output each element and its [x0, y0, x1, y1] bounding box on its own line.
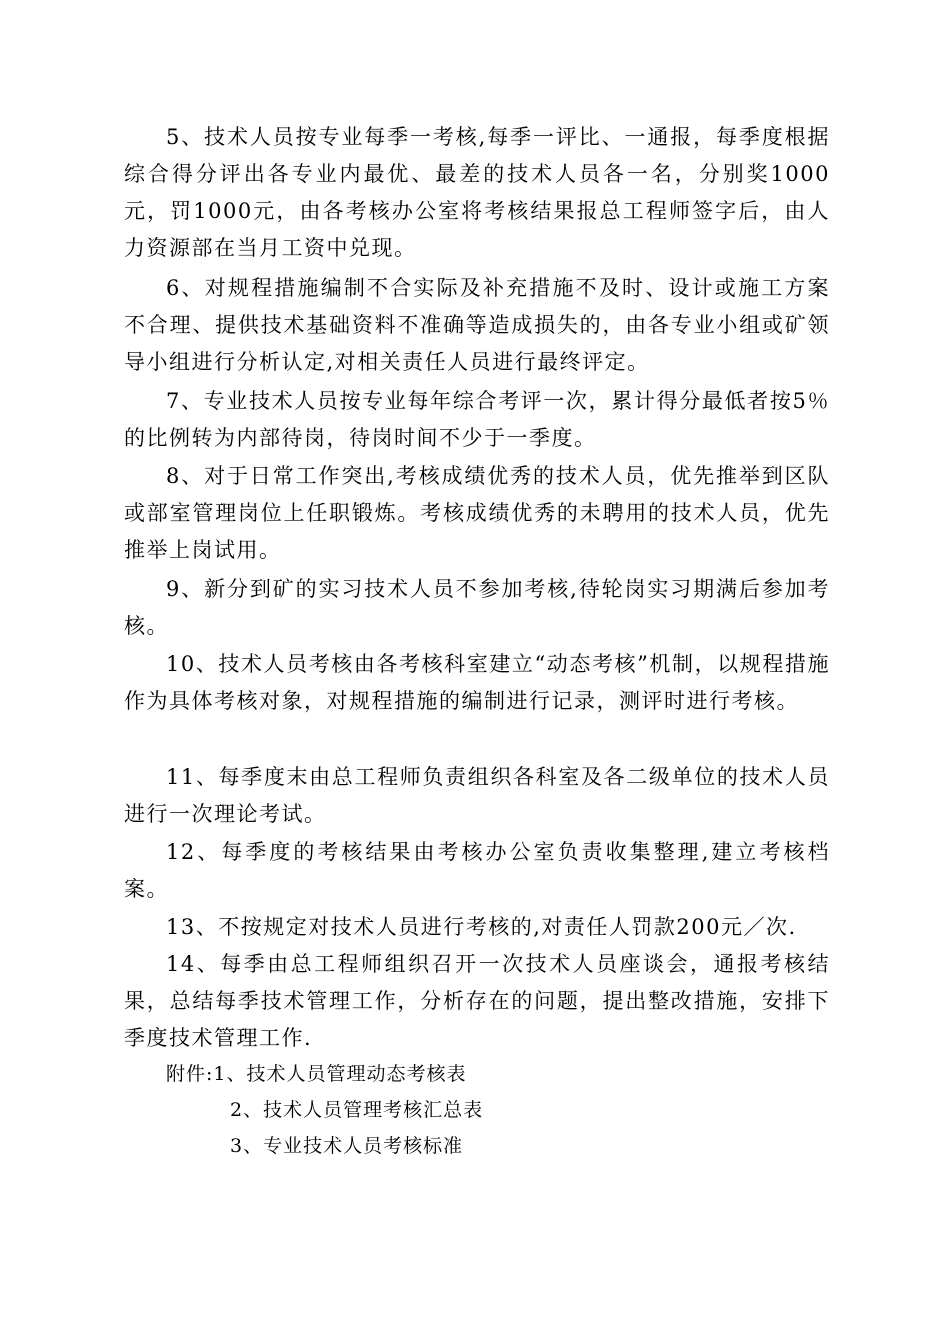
attachment-1: 附件:1、技术人员管理动态考核表: [166, 1063, 467, 1085]
paragraph-10: 10、技术人员考核由各考核科室建立“动态考核”机制，以规程措施作为具体考核对象，对规程措施的编制进行记录，测评时进行考核。: [124, 652, 830, 713]
paragraph-5: 5、技术人员按专业每季一考核,每季一评比、一通报，每季度根据综合得分评出各专业内最优、最差的技术人员各一名，分别奖1000元，罚1000元，由各考核办公室将考核结果报总工程师签字后，由人力资源部在当月工资中兑现。: [124, 125, 830, 260]
paragraph-12: 12、每季度的考核结果由考核办公室负责收集整理,建立考核档案。: [124, 840, 830, 901]
paragraph-11: 11、每季度末由总工程师负责组织各科室及各二级单位的技术人员进行一次理论考试。: [124, 765, 830, 826]
paragraph-14: 14、每季由总工程师组织召开一次技术人员座谈会，通报考核结果，总结每季技术管理工作，分析存在的问题，提出整改措施，安排下季度技术管理工作.: [124, 952, 830, 1050]
attachment-2: 2、技术人员管理考核汇总表: [230, 1099, 484, 1121]
paragraph-6: 6、对规程措施编制不合实际及补充措施不及时、设计或施工方案不合理、提供技术基础资料不准确等造成损失的，由各专业小组或矿领导小组进行分析认定,对相关责任人员进行最终评定。: [124, 276, 830, 374]
attachment-3: 3、专业技术人员考核标准: [230, 1135, 464, 1157]
paragraph-13: 13、不按规定对技术人员进行考核的,对责任人罚款200元／次.: [166, 915, 797, 939]
paragraph-7: 7、专业技术人员按专业每年综合考评一次，累计得分最低者按5％的比例转为内部待岗，待岗时间不少于一季度。: [124, 389, 830, 450]
paragraph-9: 9、新分到矿的实习技术人员不参加考核,待轮岗实习期满后参加考核。: [124, 577, 830, 638]
paragraph-8: 8、对于日常工作突出,考核成绩优秀的技术人员，优先推举到区队或部室管理岗位上任职锻炼。考核成绩优秀的未聘用的技术人员，优先推举上岗试用。: [124, 464, 830, 562]
